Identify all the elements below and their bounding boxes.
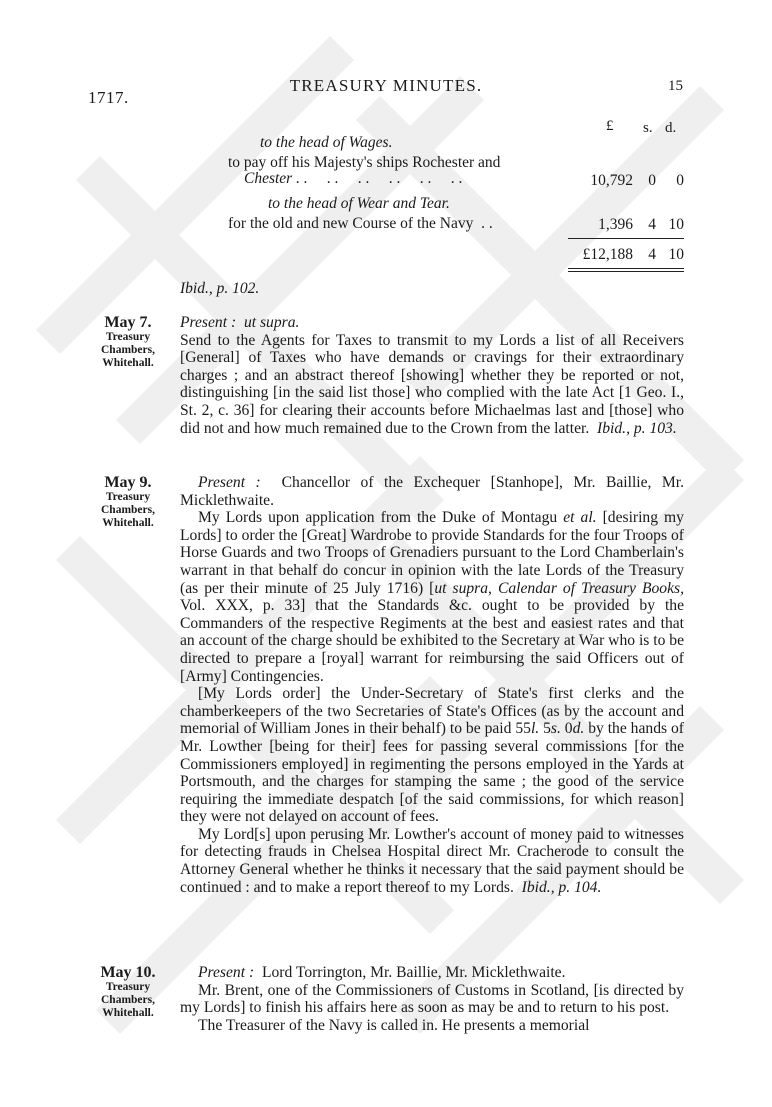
ibid-ref: Ibid., p. 104. <box>521 878 602 896</box>
paragraph: Send to the Agents for Taxes to transmit to my Lords a list of all Receivers [General] of Taxes who have demands or cravings for their extraordinary charges ; and an abstract thereof [showing] whether they be reported or not, distinguishing [in the said list those] who complied with the late Act [1 Geo. I., St. 2, c. 36] for clearing their accounts before Michaelmas last and [those] who did not and how much remained due to the Crown from the latter. <box>180 331 684 437</box>
et-al: et al. <box>563 509 597 527</box>
entry-body <box>180 474 684 896</box>
wages-heading: to the head of Wages. <box>260 134 393 151</box>
minute-entry-may-7 <box>88 314 684 437</box>
entry-place-2: Chambers, <box>101 994 155 1006</box>
wear-heading: to the head of Wear and Tear. <box>268 195 450 212</box>
currency-pounds: £ <box>606 118 614 134</box>
entry-place-2: Chambers, <box>101 344 155 356</box>
total-shillings: 4 <box>648 246 656 263</box>
paragraph-part: [My Lords order] the Under-Secretary of State's first clerks and the chamberkeepers of the two Secretaries of State's Offices (as by the account and memorial of William Jones in their behalf) to be paid 55 <box>180 685 684 738</box>
page-number: 15 <box>668 78 683 94</box>
entry-place-1: Treasury <box>105 981 151 993</box>
present-text: ut supra. <box>243 314 300 331</box>
wages-pounds: 10,792 <box>590 172 633 189</box>
entry-date: May 7. <box>104 314 152 331</box>
total-pounds: £12,188 <box>582 246 633 263</box>
wages-line-2 <box>244 170 463 187</box>
unit-l: l. <box>530 720 540 738</box>
wear-line: for the old and new Course of the Navy . . <box>228 215 493 232</box>
header-year: 1717. <box>88 88 129 107</box>
entry-place-2: Chambers, <box>101 504 155 516</box>
margin-note <box>88 964 168 1020</box>
entry-place-3: Whitehall. <box>102 357 154 369</box>
unit-s: s. <box>550 720 561 738</box>
wear-shillings: 4 <box>648 216 656 233</box>
minute-entry-may-10 <box>88 964 684 1034</box>
wear-pounds: 1,396 <box>598 216 633 233</box>
ibid-text: Ibid., p. 102. <box>180 280 260 297</box>
unit-d: d. <box>572 720 585 738</box>
present-label: Present : <box>198 964 255 981</box>
paragraph: The Treasurer of the Navy is called in. He presents a memorial <box>198 1016 590 1034</box>
paragraph-part: 5 <box>543 720 551 738</box>
paragraph-part: My Lords upon application from the Duke of Montagu <box>198 509 558 527</box>
entry-place-1: Treasury <box>105 491 151 503</box>
present-text: Lord Torrington, Mr. Baillie, Mr. Micklethwaite. <box>261 964 566 981</box>
paragraph: My Lord[s] upon perusing Mr. Lowther's account of money paid to witnesses for detecting frauds in Chelsea Hospital direct Mr. Cracherode to consult the Attorney General whether he thinks it necessary that the said payment should be continued : and to make a report thereof to my Lords. <box>180 825 684 896</box>
currency-shillings: s. <box>643 120 653 136</box>
entry-date: May 10. <box>100 964 156 981</box>
entry-place-1: Treasury <box>105 331 151 343</box>
paragraph: Mr. Brent, one of the Commissioners of Customs in Scotland, [is directed by my Lords] to finish his affairs here as soon as may be and to return to his post. <box>180 981 684 1017</box>
ibid-ref: Ibid., p. 103. <box>597 419 677 437</box>
wages-pence: 0 <box>676 172 684 189</box>
present-label: Present : <box>198 474 261 491</box>
wages-ship-name: Chester . . . . . . . . . . . . <box>244 170 463 187</box>
entry-body <box>180 314 684 437</box>
total-pence: 10 <box>668 246 684 263</box>
paragraph-part: 0 <box>564 720 573 738</box>
minute-entry-may-9 <box>88 474 684 896</box>
total-rule-1 <box>568 268 684 269</box>
entry-place-3: Whitehall. <box>102 517 154 529</box>
sum-rule <box>568 238 684 239</box>
margin-note <box>88 314 168 370</box>
entry-place-3: Whitehall. <box>102 1007 154 1019</box>
entry-date: May 9. <box>104 474 152 491</box>
wages-line-1: to pay off his Majesty's ships Rochester and <box>228 154 501 171</box>
paragraph-part: by the hands of Mr. Lowther [being for their] fees for passing several commissions [for the Commissioners employed] in regimenting the persons employed in the Yards at Portsmouth, and the charges for stamping the same ; the good of the service requiring the immediate despatch [of the said commissions, for which reason] they were not delayed on account of fees. <box>180 720 684 826</box>
entry-body <box>180 964 684 1034</box>
wages-shillings: 0 <box>648 172 656 189</box>
margin-note <box>88 474 168 530</box>
currency-pence: d. <box>665 120 677 136</box>
wear-pence: 10 <box>668 216 684 233</box>
paragraph-part: Vol. XXX, p. 33] that the Standards &c. ought to be provided by the Commanders of the respective Regiments at the best and easiest rates and that an account of the charge should be exhibited to the Secretary at War who is to be directed to prepare a [royal] warrant for reimbursing the said Officers out of [Army] Contingencies. <box>180 597 684 685</box>
total-rule-2 <box>568 271 684 272</box>
present-text: Chancellor of the Exchequer [Stanhope], Mr. Baillie, Mr. Micklethwaite. <box>180 474 684 509</box>
present-label: Present : <box>180 314 237 331</box>
running-title: TREASURY MINUTES. <box>289 76 483 95</box>
ibid-reference <box>180 280 259 298</box>
citation: ut supra, Calendar of Treasury Books, <box>434 579 684 597</box>
paragraph-part: [desiring my Lords] to order the [Great] Wardrobe to provide Standards for the four Troops of Horse Guards and two Troops of Grenadiers pursuant to the Lord Chamberlain's warrant in that behalf do concur in opinion with the late Lords of the Treasury (as per their minute of 25 July 1716) [ <box>180 509 684 597</box>
